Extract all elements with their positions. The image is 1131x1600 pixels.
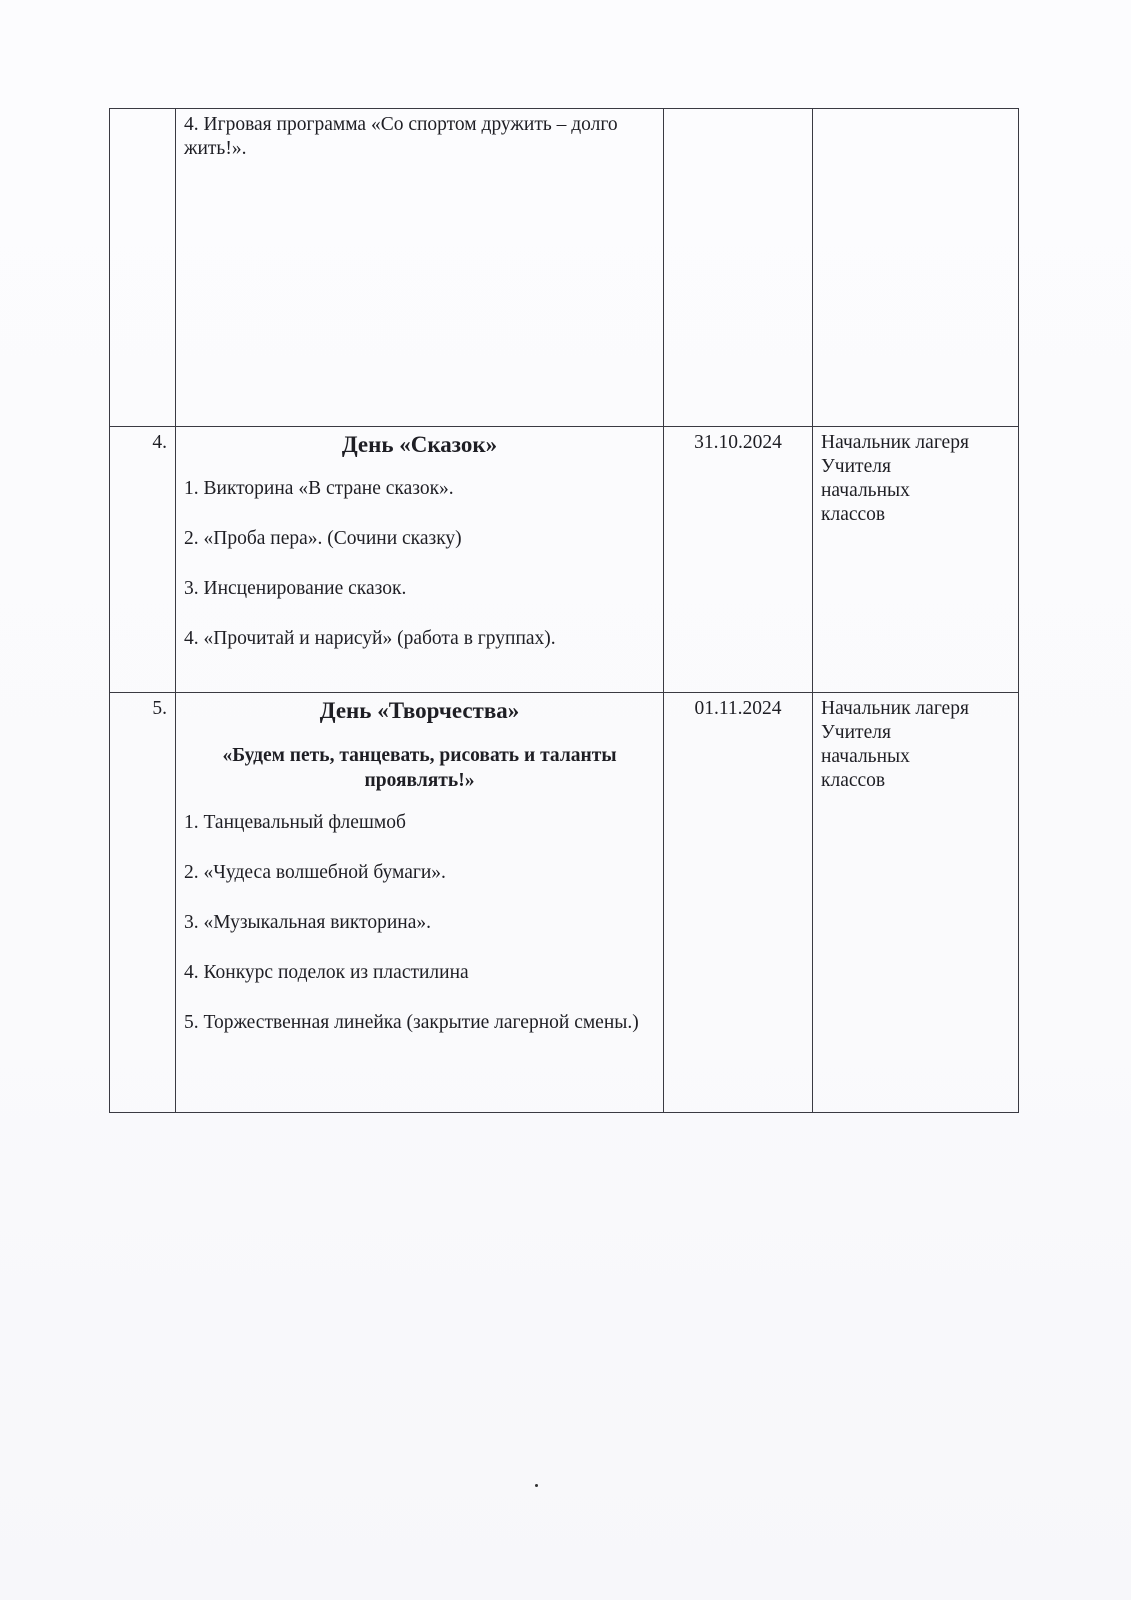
responsible-cell bbox=[813, 109, 1019, 427]
event-item: 2. «Проба пера». (Сочини сказку) bbox=[184, 528, 462, 549]
responsible-line: начальных bbox=[821, 746, 910, 767]
event-item: 4. Игровая программа «Со спортом дружить – долго жить!». bbox=[184, 114, 618, 159]
table-row bbox=[110, 109, 1019, 427]
event-item: 1. Викторина «В стране сказок». bbox=[184, 478, 454, 499]
event-cell bbox=[176, 693, 664, 1113]
event-cell bbox=[176, 427, 664, 693]
event-item: 3. «Музыкальная викторина». bbox=[184, 912, 431, 933]
schedule-table bbox=[109, 108, 1019, 1113]
day-title: День «Сказок» bbox=[341, 432, 498, 457]
responsible-line: классов bbox=[821, 770, 886, 791]
row-number: 4. bbox=[110, 427, 176, 693]
event-item: 4. Конкурс поделок из пластилина bbox=[184, 962, 469, 983]
date-cell: 31.10.2024 bbox=[664, 427, 813, 693]
date-cell bbox=[664, 109, 813, 427]
event-item: 5. Торжественная линейка (закрытие лагерной смены.) bbox=[184, 1012, 639, 1033]
scan-speck bbox=[535, 1484, 538, 1487]
responsible-line: Учителя bbox=[821, 722, 891, 743]
event-item: 4. «Прочитай и нарисуй» (работа в группах). bbox=[184, 628, 556, 649]
responsible-line: Начальник лагеря bbox=[821, 432, 969, 453]
responsible-line: классов bbox=[821, 504, 886, 525]
responsible-line: Учителя bbox=[821, 456, 891, 477]
table-row bbox=[110, 693, 1019, 1113]
event-item: 3. Инсценирование сказок. bbox=[184, 578, 407, 599]
table-row bbox=[110, 427, 1019, 693]
day-title: День «Творчества» bbox=[319, 698, 520, 723]
responsible-cell bbox=[813, 693, 1019, 1113]
day-slogan: «Будем петь, танцевать, рисовать и таланты проявлять!» bbox=[222, 745, 617, 791]
responsible-line: начальных bbox=[821, 480, 910, 501]
event-item: 2. «Чудеса волшебной бумаги». bbox=[184, 862, 446, 883]
event-cell bbox=[176, 109, 664, 427]
responsible-line: Начальник лагеря bbox=[821, 698, 969, 719]
responsible-cell bbox=[813, 427, 1019, 693]
row-number: 5. bbox=[110, 693, 176, 1113]
date-cell: 01.11.2024 bbox=[664, 693, 813, 1113]
row-number bbox=[110, 109, 176, 427]
event-item: 1. Танцевальный флешмоб bbox=[184, 812, 406, 833]
